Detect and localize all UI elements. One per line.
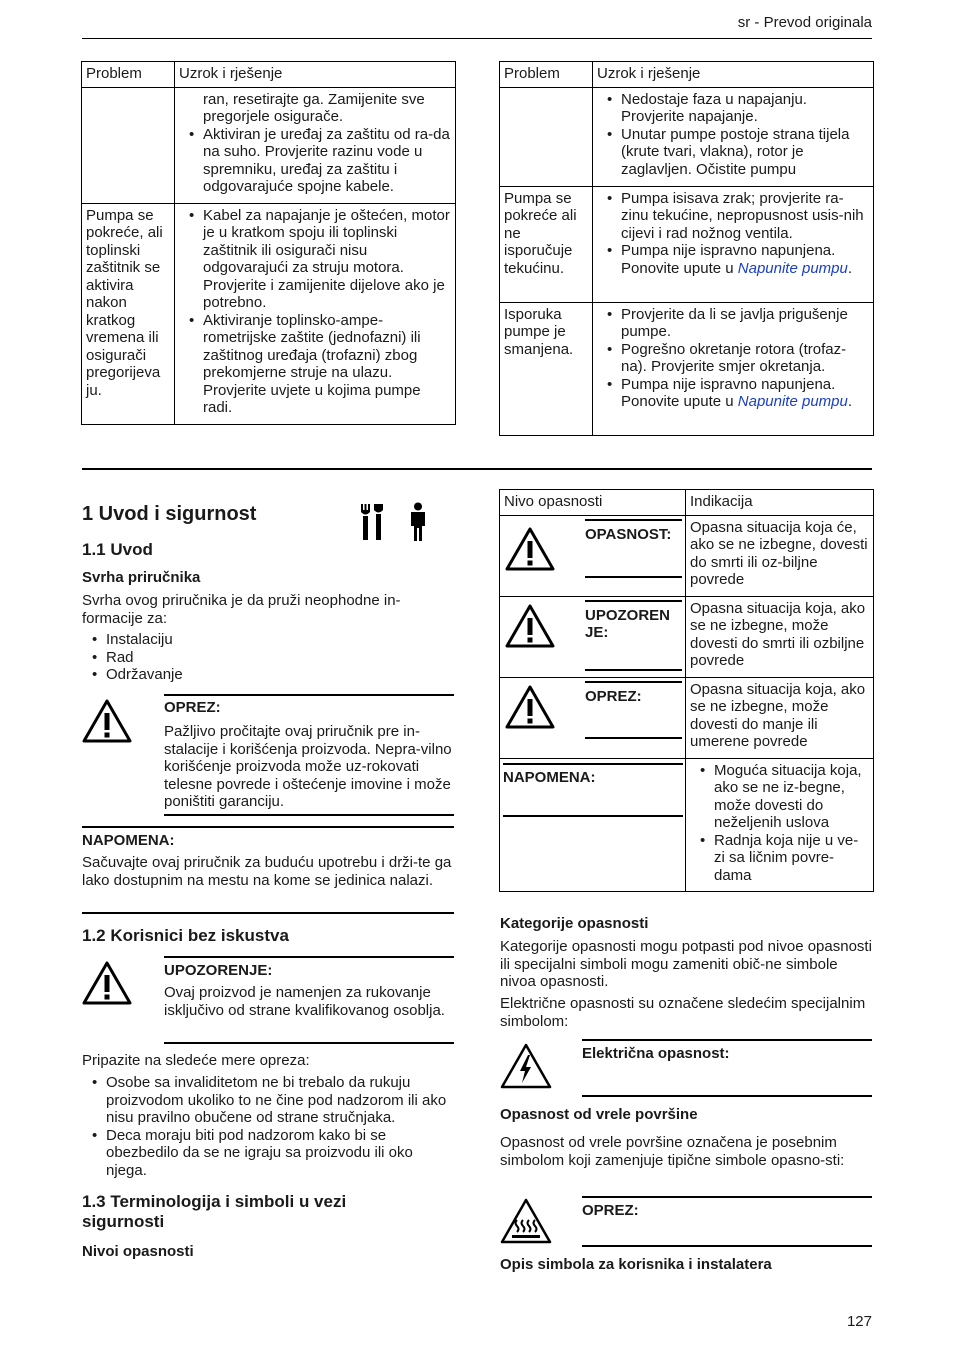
note-rule xyxy=(82,826,454,828)
cell-problem: Isporuka pumpe je smanjena. xyxy=(500,302,593,435)
hazard-levels-table xyxy=(499,489,874,892)
napunite-pumpu-link[interactable]: Napunite pumpu xyxy=(737,259,848,277)
box-rule xyxy=(164,956,454,958)
list-item xyxy=(597,242,869,277)
cell-level xyxy=(500,515,686,596)
napunite-pumpu-link[interactable]: Napunite pumpu xyxy=(737,393,848,410)
oprez-text: Pažljivo pročitajte ovaj priručnik pre in-stalacije i korišćenja proizvoda. Nepra-vilno korišćenje proizvoda može uz-rokovati telesne povrede i oštećenje imovine i može poništiti garanciju. xyxy=(164,723,452,810)
list-item: • Nedostaje faza u napajanju. Provjerite napajanje. xyxy=(597,91,869,126)
tools-icon xyxy=(358,502,388,542)
heading-uvod: 1.1 Uvod xyxy=(82,540,153,559)
box-rule xyxy=(582,1245,872,1247)
box-rule xyxy=(585,519,682,521)
box-rule xyxy=(503,815,683,817)
col-header-problem: Problem xyxy=(500,62,593,88)
mere-text: Pripazite na sledeće mere opreza: xyxy=(82,1052,310,1069)
napomena-text: Sačuvajte ovaj priručnik za buduću upotrebu i drži-te ga lako dostupnim na mestu na kome se jedinica nalazi. xyxy=(82,854,452,889)
box-rule xyxy=(585,669,682,671)
oprez-title: OPREZ: xyxy=(164,699,221,716)
list-item: • Aktiviranje toplinsko-ampe-rometrijske zaštite (jednofazni) ili zaštitnog uređaja (trofazni) zbog prekomjerne struje na ulazu. Provjerite uvjete u kojima pumpe radi. xyxy=(179,312,451,417)
list-item: • Kabel za napajanje je oštećen, motor je u kratkom spoju ili toplinski zaštitnik ili osigurači nisu odgovarajući za struju motora. Provjerite i zamijenite dijelove ako je potrebno. xyxy=(179,207,451,312)
heading-terminologija: 1.3 Terminologija i simboli u vezi sigurnosti xyxy=(82,1192,347,1231)
box-rule xyxy=(585,681,682,683)
list-item: • Provjerite da li se javlja prigušenje pumpe. xyxy=(597,306,869,341)
header-divider xyxy=(82,38,872,39)
box-rule xyxy=(582,1196,872,1198)
list-item: • Radnja koja nije u ve-zi sa ličnim povre-dama xyxy=(690,832,869,885)
warning-triangle-icon xyxy=(505,527,555,571)
cell-indication xyxy=(686,758,874,891)
hot-oprez-title: OPREZ: xyxy=(582,1202,639,1219)
list-item: • Rad xyxy=(82,649,454,667)
warning-triangle-icon xyxy=(505,685,555,729)
kategorije-text-1: Kategorije opasnosti mogu potpasti pod nivoe opasnosti ili specijalni simboli mogu zameniti obič-ne simbole nivoa opasnosti. xyxy=(500,938,872,990)
box-rule xyxy=(164,814,454,816)
list-item xyxy=(597,376,869,411)
level-label: NAPOMENA: xyxy=(503,768,596,786)
cell-level xyxy=(500,758,686,891)
list-item-end: . xyxy=(847,259,853,277)
heading-nivoi: Nivoi opasnosti xyxy=(82,1243,194,1260)
list-item: • Održavanje xyxy=(82,666,454,684)
vrela-povrsina-text: Opasnost od vrele površine označena je posebnim simbolom koji zamenjuje tipične simbole opasno-sti: xyxy=(500,1134,845,1169)
note-rule xyxy=(82,912,454,914)
box-rule xyxy=(585,576,682,578)
col-header-problem: Problem xyxy=(82,62,175,88)
cell-problem xyxy=(82,87,175,203)
warning-triangle-icon xyxy=(82,961,132,1005)
heading-uvod-i-sigurnost: 1 Uvod i sigurnost xyxy=(82,503,257,525)
list-item-text: Pumpa nije ispravno napunjena. Ponovite upute u xyxy=(621,242,836,277)
level-label: UPOZOREN JE: xyxy=(585,606,671,641)
cell-cause xyxy=(593,87,874,186)
cause-continuation: ran, resetirajte ga. Zamijenite sve pregorjele osigurače. xyxy=(203,90,425,125)
section-divider xyxy=(82,468,872,470)
electric-hazard-icon xyxy=(500,1043,552,1089)
list-item: • Moguća situacija koja, ako se ne iz-begne, može dovesti do neželjenih uslova xyxy=(690,762,869,832)
heading-korisnici: 1.2 Korisnici bez iskustva xyxy=(82,926,289,945)
warning-triangle-icon xyxy=(82,699,132,743)
col-header-indication: Indikacija xyxy=(686,490,874,516)
napomena-title: NAPOMENA: xyxy=(82,832,175,849)
cell-cause xyxy=(593,186,874,302)
troubleshooting-table-right xyxy=(499,61,874,436)
cell-problem: Pumpa se pokreće, ali toplinski zaštitnik se aktivira nakon kratkog vremena ili osigurači pregorijeva ju. xyxy=(82,203,175,424)
cell-problem xyxy=(500,87,593,186)
cell-indication: Opasna situacija koja, ako se ne izbegne, može dovesti do manje ili umerene povrede xyxy=(686,677,874,758)
cell-problem: Pumpa se pokreće ali ne isporučuje tekućinu. xyxy=(500,186,593,302)
list-item: • Deca moraju biti pod nadzorom kako bi se obezbedilo da se ne igraju sa proizvodu ili oko njega. xyxy=(82,1127,456,1180)
box-rule xyxy=(164,694,454,696)
elektricna-title: Električna opasnost: xyxy=(582,1045,730,1062)
level-label: OPREZ: xyxy=(585,687,642,705)
upozorenje-title: UPOZORENJE: xyxy=(164,962,273,979)
cell-cause xyxy=(175,87,456,203)
box-rule xyxy=(582,1039,872,1041)
col-header-cause: Uzrok i rješenje xyxy=(593,62,874,88)
list-item: • Unutar pumpe postoje strana tijela (krute tvari, vlakna), rotor je zaglavljen. Očistite pumpu xyxy=(597,126,869,179)
heading-opis-simbola: Opis simbola za korisnika i instalatera xyxy=(500,1256,772,1273)
svrha-list xyxy=(82,631,454,684)
page-number: 127 xyxy=(846,1313,872,1330)
cell-indication: Opasna situacija koja će, ako se ne izbegne, dovesti do smrti ili oz-biljne povrede xyxy=(686,515,874,596)
warning-triangle-icon xyxy=(505,604,555,648)
upozorenje-text: Ovaj proizvod je namenjen za rukovanje isključivo od strane kvalifikovanog osoblja. xyxy=(164,984,445,1019)
heading-vrela-povrsina: Opasnost od vrele površine xyxy=(500,1106,698,1123)
list-item: • Instalaciju xyxy=(82,631,454,649)
cell-indication: Opasna situacija koja, ako se ne izbegne, može dovesti do smrti ili ozbiljne povrede xyxy=(686,596,874,677)
svrha-text: Svrha ovog priručnika je da pruži neophodne in-formacije za: xyxy=(82,592,401,627)
list-item: • Pogrešno okretanje rotora (trofaz-na). Provjerite smjer okretanja. xyxy=(597,341,869,376)
cell-cause xyxy=(593,302,874,435)
col-header-level: Nivo opasnosti xyxy=(500,490,686,516)
box-rule xyxy=(503,763,683,765)
box-rule xyxy=(585,600,682,602)
heading-svrha: Svrha priručnika xyxy=(82,569,201,586)
kategorije-text-2: Električne opasnosti su označene sledećim specijalnim simbolom: xyxy=(500,995,866,1030)
level-label: OPASNOST: xyxy=(585,525,672,543)
cell-cause xyxy=(175,203,456,424)
col-header-cause: Uzrok i rješenje xyxy=(175,62,456,88)
mere-list xyxy=(82,1074,456,1179)
box-rule xyxy=(164,1042,454,1044)
list-item: • Pumpa isisava zrak; provjerite ra-zinu tekućine, nepropusnost usis-nih cijevi i rad nožnog ventila. xyxy=(597,190,869,243)
box-rule xyxy=(582,1095,872,1097)
list-item-text: Pumpa nije ispravno napunjena. Ponovite upute u xyxy=(621,375,836,410)
heading-kategorije: Kategorije opasnosti xyxy=(500,915,649,932)
hot-surface-icon xyxy=(500,1198,552,1244)
list-item-end: . xyxy=(847,393,853,410)
troubleshooting-table-left xyxy=(81,61,456,425)
header-text: sr - Prevod originala xyxy=(737,14,872,31)
cell-level xyxy=(500,677,686,758)
person-icon xyxy=(405,502,431,542)
list-item: • Aktiviran je uređaj za zaštitu od ra-da na suho. Provjerite razinu vode u spremniku, uređaj za zaštitu i odgovarajuće spojne kabele. xyxy=(179,126,451,196)
list-item: • Osobe sa invaliditetom ne bi trebalo da rukuju proizvodom ukoliko to ne čine pod nadzorom ili ako nisu pravilno obučene od strane stručnjaka. xyxy=(82,1074,456,1127)
box-rule xyxy=(585,737,682,739)
cell-level xyxy=(500,596,686,677)
